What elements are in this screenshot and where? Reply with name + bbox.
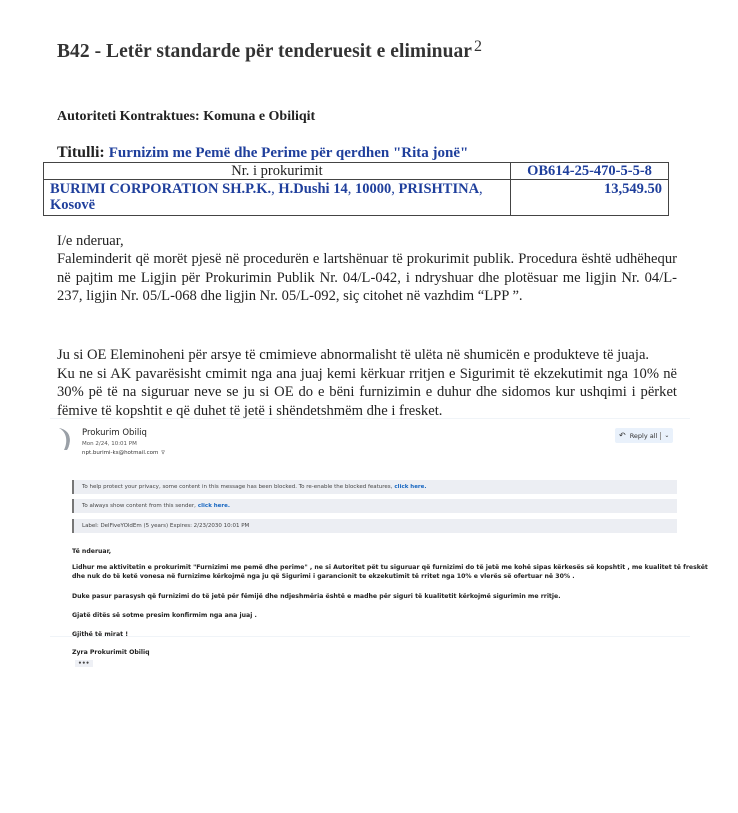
letter-paragraph-1: Faleminderit që morët pjesë në procedurën e lartshënuar të prokurimit publik. Procedura është udhëhequr në pajtim me Ligjin për Prokurimin Publik Nr. 04/L-042, i ndryshuar dhe plotësuar me ligjin Nr. 04/L-237, ligjin Nr. 05/L-068 dhe ligjin Nr. 05/L-092, siç citohet në vazhdim “LPP ”. <box>57 251 677 304</box>
procurement-number-value: OB614-25-470-5-5-8 <box>511 163 669 180</box>
letter-salutation: I/e nderuar, <box>57 233 124 249</box>
company-postal-code: 10000 <box>354 181 392 197</box>
recipient-address[interactable]: npt.burimi-ks@hotmail.com <box>82 450 159 456</box>
letter-paragraph-2-rest: Ku ne si AK pavarësisht cmimit nga ana juaj kemi kërkuar rritjen e Sigurimit të ekzekutimit nga 10% në 30% pë të na siguruar neve se ju si OE do e bëni furnizimin e duhur dhe sidomos kur ushqimi i përket fëmive të kopshtit e që duhet të jetë i shëndetshmëm dhe i fresket. <box>57 365 677 419</box>
show-more-button[interactable]: ••• <box>75 660 93 667</box>
tender-amount: 13,549.50 <box>511 180 669 216</box>
retention-label-notice <box>72 519 677 533</box>
divider <box>50 636 690 637</box>
table-header-row <box>44 163 669 180</box>
company-name: BURIMI CORPORATION SH.P.K. <box>50 181 272 197</box>
titulli-value: Furnizim me Pemë dhe Perime për qerdhen "Rita jonë" <box>108 145 469 161</box>
email-paragraph-1-line-2: dhe nuk do të ketë vonesa në furnizime kërkojmë nga ju që Sigurimi i garancionit te ekzekutimit të rritet nga 10% e vlerës së ofertuar në 30% . <box>72 572 575 580</box>
document-title <box>57 38 482 63</box>
table-row <box>44 180 669 216</box>
email-signature: Zyra Prokurimit Obiliq <box>72 649 150 656</box>
authority-label: Autoriteti Kontraktues: <box>57 109 200 124</box>
reply-all-icon: ↶ <box>619 431 626 440</box>
always-show-text: To always show content from this sender, <box>82 503 196 509</box>
chevron-down-icon[interactable]: ⌄ <box>664 432 670 439</box>
procurement-number-label: Nr. i prokurimit <box>44 163 511 180</box>
divider <box>660 432 661 440</box>
document-title-text: B42 - Letër standarde për tenderuesit e eliminuar <box>57 41 472 62</box>
sent-date: Mon 2/24, 10:01 PM <box>82 441 137 447</box>
email-screenshot <box>50 418 708 688</box>
blocked-content-notice <box>72 480 677 494</box>
sender-name[interactable]: Prokurim Obiliq <box>82 428 147 438</box>
procurement-title <box>57 144 468 162</box>
recipient-line <box>82 450 165 456</box>
tenderer-cell: BURIMI CORPORATION SH.P.K., H.Dushi 14, 10000, PRISHTINA, Kosovë <box>44 180 511 216</box>
email-paragraph-1-line-1: Lidhur me aktivitetin e prokurimit "Furnizimi me pemë dhe perime" , ne si Autoritet pët tu siguruar që furnizimi do të jetë me kohë sipas kërkesës së kopshtit , me kualitet të freskët <box>72 564 708 571</box>
company-address-street: H.Dushi 14 <box>278 181 348 197</box>
contracting-authority <box>57 109 315 125</box>
email-paragraph-3: Gjatë ditës së sotme presim konfirmim nga ana juaj . <box>72 612 257 619</box>
always-show-link[interactable]: click here. <box>197 503 230 509</box>
enable-blocked-link[interactable]: click here. <box>394 484 427 490</box>
letter-paragraph-2-line-1: Ju si OE Eleminoheni për arsye të cmimieve abnormalisht të ulëta në shumicën e produkteve të juaja. <box>57 347 650 363</box>
blocked-content-text: To help protect your privacy, some content in this message has been blocked. To re-enable the blocked features, <box>82 484 393 490</box>
titulli-label: Titulli: <box>57 144 105 161</box>
email-greeting: Të nderuar, <box>72 548 112 555</box>
email-closing: Gjithë të mirat ! <box>72 631 129 638</box>
company-country: Kosovë <box>50 197 96 213</box>
authority-value: Komuna e Obiliqit <box>203 109 316 124</box>
avatar-icon <box>55 426 77 452</box>
procurement-table <box>43 162 669 216</box>
footnote-marker: 2 <box>473 38 483 55</box>
divider <box>50 418 690 419</box>
retention-label-text: Label: DelFiveYOldEm (5 years) Expires: 2/23/2030 10:01 PM <box>82 523 250 529</box>
email-paragraph-2: Duke pasur parasysh që furnizimi do të jetë për fëmijë dhe ndjeshmëria është e madhe për siguri të kualitetit kërkojmë sigurimin me rritje. <box>72 593 561 600</box>
letter-paragraph-2 <box>57 346 677 420</box>
reply-all-button[interactable] <box>615 428 673 443</box>
email-paragraph-1 <box>72 564 708 581</box>
company-city: PRISHTINA <box>398 181 480 197</box>
chevron-down-icon[interactable]: ∇ <box>161 450 165 456</box>
reply-all-label: Reply all <box>629 431 658 440</box>
always-show-notice <box>72 499 677 513</box>
